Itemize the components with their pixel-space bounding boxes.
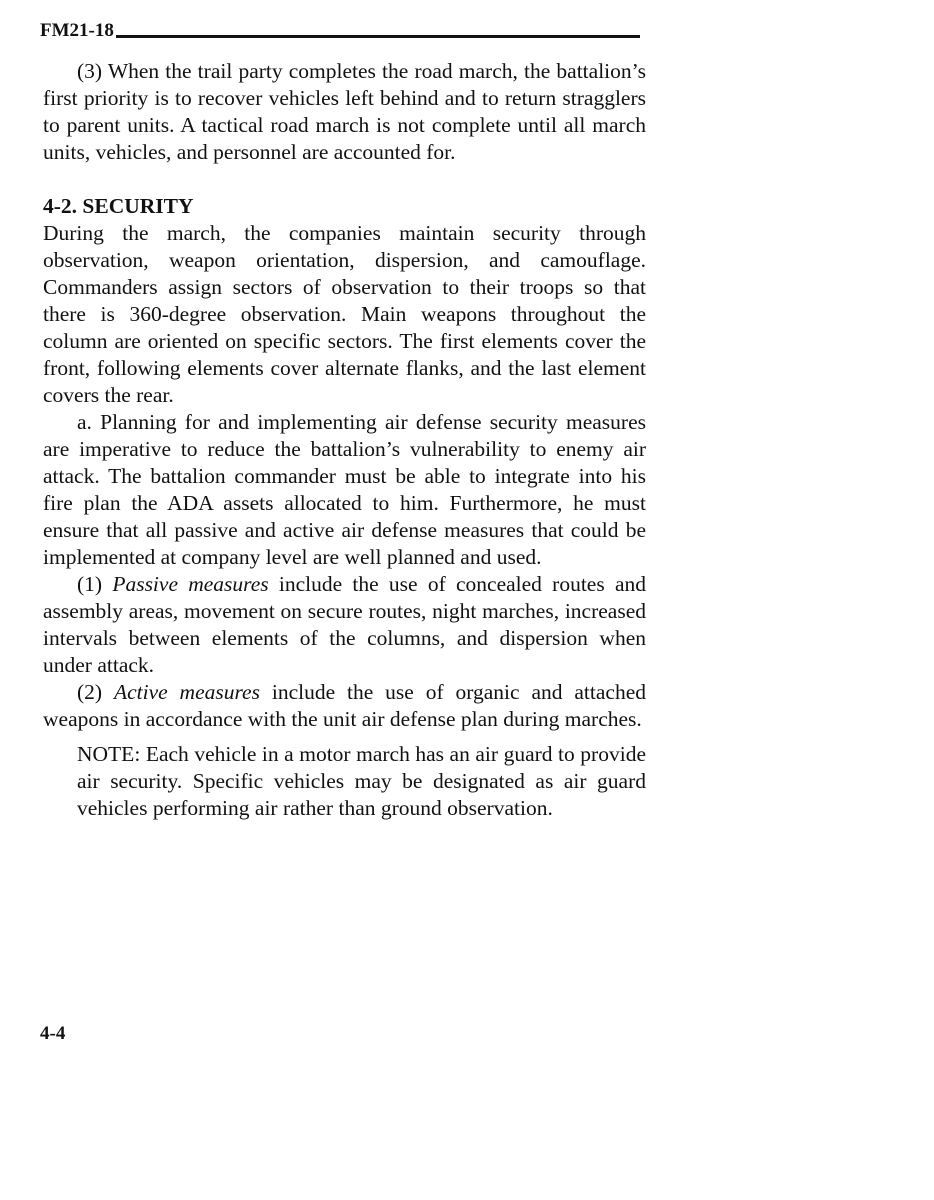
paragraph-1 <box>43 571 646 679</box>
paragraph-2 <box>43 679 646 733</box>
paragraph-2-prefix: (2) <box>77 680 114 704</box>
passive-measures-term: Passive measures <box>112 572 269 596</box>
paragraph-2-text: include the use of organic and attached weapons in accordance with the unit air defense plan during marches. <box>43 680 647 731</box>
section-intro: During the march, the companies maintain security through observation, weapon orientation, dispersion, and camouflage. Commanders assign sectors of observation to their troops so that there is 360-degree observation. Main weapons throughout the column are oriented on specific sectors. The first elements cover the front, following elements cover alternate flanks, and the last element covers the rear. <box>43 221 646 407</box>
paragraph-1-prefix: (1) <box>77 572 113 596</box>
note-block: NOTE: Each vehicle in a motor march has an air guard to provide air security. Specific vehicles may be designated as air guard vehicles performing air rather than ground observation. <box>77 742 646 820</box>
active-measures-term: Active measures <box>113 680 260 704</box>
body-text <box>43 58 646 822</box>
section-heading: 4-2. SECURITY <box>43 194 194 218</box>
paragraph-3: (3) When the trail party completes the road march, the battalion’s first priority is to recover vehicles left behind and to return stragglers to parent units. A tactical road march is not complete until all march units, vehicles, and personnel are accounted for. <box>43 59 646 164</box>
paragraph-a: a. Planning for and implementing air defense security measures are imperative to reduce the battalion’s vulnerability to enemy air attack. The battalion commander must be able to integrate into his fire plan the ADA assets allocated to him. Furthermore, he must ensure that all passive and active air defense measures that could be implemented at company level are well planned and used. <box>43 410 646 569</box>
document-id: FM21-18 <box>40 20 114 41</box>
header-rule <box>116 35 640 38</box>
paragraph-1-text: include the use of concealed routes and assembly areas, movement on secure routes, night marches, increased intervals between elements of the columns, and dispersion when under attack. <box>43 572 646 677</box>
page-header <box>40 16 640 42</box>
page-number: 4-4 <box>40 1023 66 1044</box>
